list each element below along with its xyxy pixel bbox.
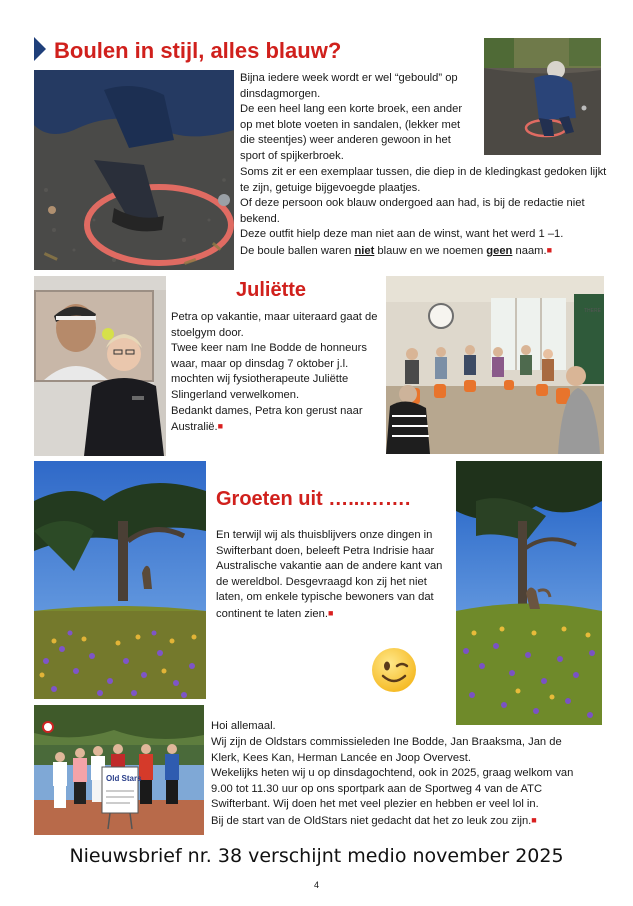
winking-emoji-icon [370, 646, 418, 694]
page-number: 4 [313, 880, 319, 890]
end-marker-icon: ■ [327, 607, 334, 618]
newsletter-announcement: Nieuwsbrief nr. 38 verschijnt medio november 2025 [69, 845, 564, 867]
boulen-title: Boulen in stijl, alles blauw? [54, 38, 342, 63]
oldstars-sign-text: Old Stars [106, 774, 142, 783]
boulen-paragraph: Deze outfit hielp deze man niet aan de winst, want het werd 1 –1. [240, 228, 564, 241]
groeten-text [216, 528, 444, 623]
text-fragment: Bij de start van de OldStars niet gedacht dat het zo leuk zou zijn. [211, 814, 532, 827]
groeten-title: Groeten uit …...……. [216, 488, 411, 510]
text-fragment: De boule ballen waren [240, 244, 355, 257]
section-arrow-icon [34, 37, 46, 61]
oldstars-text-top [211, 719, 451, 735]
photo-sign-text: THERE [584, 308, 601, 314]
oldstars-line: Wij zijn de Oldstars commissieleden Ine Bodde, Jan Braaksma, Jan de Klerk, Kees Kan, Herman Lancée en Joop Overvest. [211, 736, 562, 764]
oldstars-closing [211, 813, 579, 830]
juliette-portrait-photo [34, 276, 166, 456]
boule-closeup-photo [34, 70, 234, 270]
juliette-text [171, 310, 381, 436]
boulen-paragraph: Of deze persoon ook blauw ondergoed aan had, is bij de redactie niet bekend. [240, 197, 585, 225]
juliette-paragraph: Petra op vakantie, maar uiteraard gaat de stoelgym door. [171, 311, 378, 339]
australia-kangaroo-photo-right [456, 461, 602, 725]
boulen-text [240, 71, 476, 165]
boulen-paragraph: Bijna iedere week wordt er wel “gebould” op dinsdagmorgen. [240, 72, 458, 100]
boulen-text-wide [240, 165, 608, 260]
juliette-title: Juliëtte [236, 279, 307, 301]
text-fragment: Bedankt dames, Petra kon gerust naar Australië. [171, 404, 363, 434]
emphasis-geen: geen [486, 244, 513, 257]
boulen-paragraph: Soms zit er een exemplaar tussen, die diep in de kledingkast gedoken lijkt te zijn, getuige bijgevoegde plaatjes. [240, 166, 607, 194]
end-marker-icon: ■ [546, 244, 553, 255]
australia-flowers-photo-left [34, 461, 206, 699]
oldstars-line: Hoi allemaal. [211, 720, 276, 732]
oldstars-line: Wekelijks heten wij u op dinsdagochtend, ook in 2025, graag welkom van 9.00 tot 11.30 uur op ons sportpark aan de Sportweg 4 van de ATC Swifterbant. Wij doen het met veel plezier en hebben er veel lol in. [211, 767, 574, 811]
oldstars-group-photo [34, 705, 204, 835]
emphasis-niet: niet [354, 244, 375, 257]
boule-player-photo [484, 38, 601, 155]
text-fragment: naam. [512, 244, 547, 257]
stoelgym-photo [386, 276, 604, 454]
boulen-last-line [240, 243, 608, 260]
juliette-closing [171, 404, 381, 436]
boulen-paragraph: De een heel lang een korte broek, een ander op met blote voeten in sandalen, (lekker met die steentjes) weer anderen gewoon in het sport of spijkerbroek. [240, 103, 463, 162]
groeten-paragraph [216, 528, 444, 623]
end-marker-icon: ■ [217, 421, 224, 432]
juliette-paragraph: Twee keer nam Ine Bodde de honneurs waar, maar op dinsdag 7 oktober j.l. mochten wij fysiotherapeute Juliëtte Slingerland verwelkomen. [171, 342, 367, 401]
text-fragment: blauw en we noemen [374, 244, 487, 257]
text-fragment: En terwijl wij als thuisblijvers onze dingen in Swifterbant doen, beleeft Petra Indrisie haar Australische vakantie aan de andere kant van de wereldbol. Desgevraagd kon zij het niet laten, om enkele typische bewoners van dat continent te laten zien. [216, 529, 443, 620]
oldstars-text [211, 735, 579, 830]
end-marker-icon: ■ [531, 814, 537, 825]
